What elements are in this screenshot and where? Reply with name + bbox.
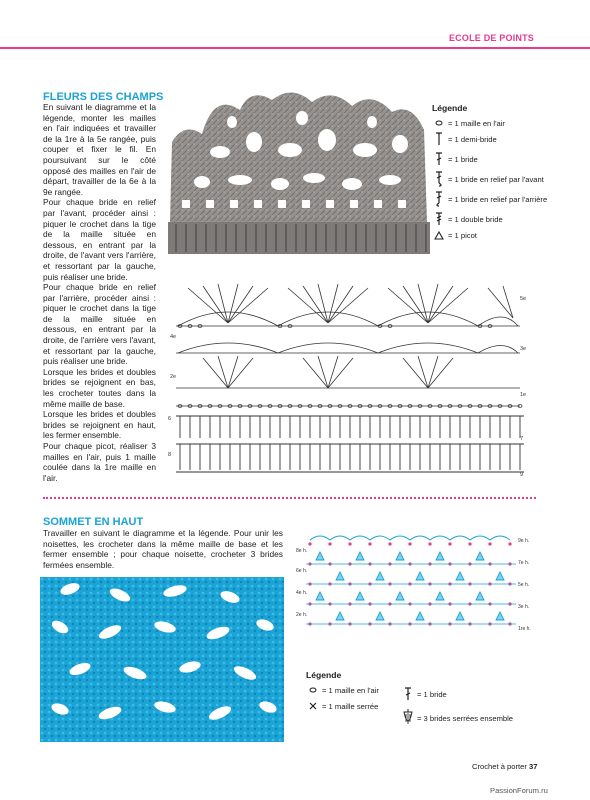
row-label: 5e h. (518, 582, 530, 588)
treble-icon (432, 212, 446, 226)
half-double-icon (432, 132, 446, 146)
row-label: 6 (168, 416, 172, 422)
page-footer (472, 762, 537, 771)
legend-item: = 1 picot (432, 229, 552, 241)
sommet-instructions (43, 528, 283, 570)
sommet-title: SOMMET EN HAUT (43, 516, 144, 528)
row-label: 9 (520, 472, 524, 478)
row-label: 2e (170, 374, 177, 380)
fleurs-paragraph: Lorsque les brides et doubles brides se rejoignent en haut, les fermer ensemble. (43, 409, 156, 441)
cluster-icon (401, 708, 415, 728)
row-label: 2e h. (296, 612, 308, 618)
row-label: 8 (168, 452, 172, 458)
fleurs-paragraph: Pour chaque bride en relief par l'arrière, procéder ainsi : piquer le crochet dans la tige de la maille située en dessous, en entrant par la droite, de l'arrière vers l'avant, et ressortant par la gauche, puis réaliser une bride. (43, 282, 156, 367)
row-label: 3e (520, 346, 527, 352)
legend-item: = 1 maille en l'air (432, 117, 552, 129)
legend-item: = 1 bride (432, 149, 552, 169)
fleurs-paragraph: Lorsque les brides et doubles brides se rejoignent en bas, les crocheter toutes dans la même maille de base. (43, 366, 156, 409)
row-label: 8e h. (296, 548, 308, 554)
row-label: 4e h. (296, 590, 308, 596)
section-divider (43, 497, 536, 499)
fleurs-paragraph: Pour chaque bride en relief par l'avant, procéder ainsi : piquer le crochet dans la tige de la maille située en dessous, en entrant par la droite, de l'avant vers l'arrière, et ressortant par la gauche, puis réaliser une bride. (43, 197, 156, 282)
row-label: 5e (520, 296, 527, 302)
row-label: 1e (520, 392, 527, 398)
row-label: 4e (170, 334, 177, 340)
double-crochet-icon (432, 152, 446, 166)
header-rule (0, 47, 590, 49)
back-post-icon (432, 191, 446, 207)
watermark: PassionForum.ru (490, 786, 548, 795)
front-post-icon (432, 171, 446, 187)
legend-item: = 1 demi-bride (432, 129, 552, 149)
sommet-swatch-photo (40, 577, 284, 742)
page-number: 37 (529, 762, 538, 771)
fleurs-swatch-photo (162, 82, 432, 257)
legend-item: = 1 maille en l'air (306, 684, 401, 696)
fleurs-legend (432, 103, 552, 241)
fleurs-paragraph: En suivant le diagramme et la légende, monter les mailles en l'air indiquées et travailler de la 1re à la 5e rangée, puis couper et fixer le fil. En poursuivant sur le côté opposé des mailles en l'air de départ, travailler de la 6e à la 9e rangée. (43, 102, 156, 197)
legend-item: = 1 maille serrée (306, 696, 401, 716)
row-label: 6e h. (296, 568, 308, 574)
sommet-diagram (296, 530, 536, 642)
sommet-paragraph: Travailler en suivant le diagramme et la légende. Pour unir les noisettes, les crocheter dans la même maille de base et les fermer ensemble ; pour chaque noisette, crocheter 3 brides fermées ensemble. (43, 528, 283, 570)
legend-title: Légende (306, 670, 342, 680)
row-label: 7e h. (518, 560, 530, 566)
fleurs-title: FLEURS DES CHAMPS (43, 91, 164, 103)
fleurs-diagram (168, 278, 528, 483)
legend-title: Légende (432, 103, 468, 113)
double-crochet-icon (401, 687, 415, 701)
row-label: 1re h. (518, 626, 531, 632)
legend-item: = 1 bride (401, 684, 541, 704)
fleurs-paragraph: Pour chaque picot, réaliser 3 mailles en l'air, puis 1 maille coulée dans la 1re maille en l'air. (43, 441, 156, 483)
row-label: 7 (520, 436, 524, 442)
sommet-legend (306, 670, 546, 732)
legend-item: = 1 double bride (432, 209, 552, 229)
legend-item: = 1 bride en relief par l'arrière (432, 189, 552, 209)
row-label: 9e h. (518, 538, 530, 544)
legend-item: = 3 brides serrées ensemble (401, 704, 541, 732)
fleurs-instructions (43, 102, 156, 483)
magazine-name: Crochet à porter (472, 762, 527, 771)
picot-icon (432, 231, 446, 240)
single-crochet-icon (306, 702, 320, 710)
legend-item: = 1 bride en relief par l'avant (432, 169, 552, 189)
chain-icon (432, 120, 446, 126)
chain-icon (306, 687, 320, 693)
section-tag: ECOLE DE POINTS (448, 33, 534, 43)
row-label: 3e h. (518, 604, 530, 610)
